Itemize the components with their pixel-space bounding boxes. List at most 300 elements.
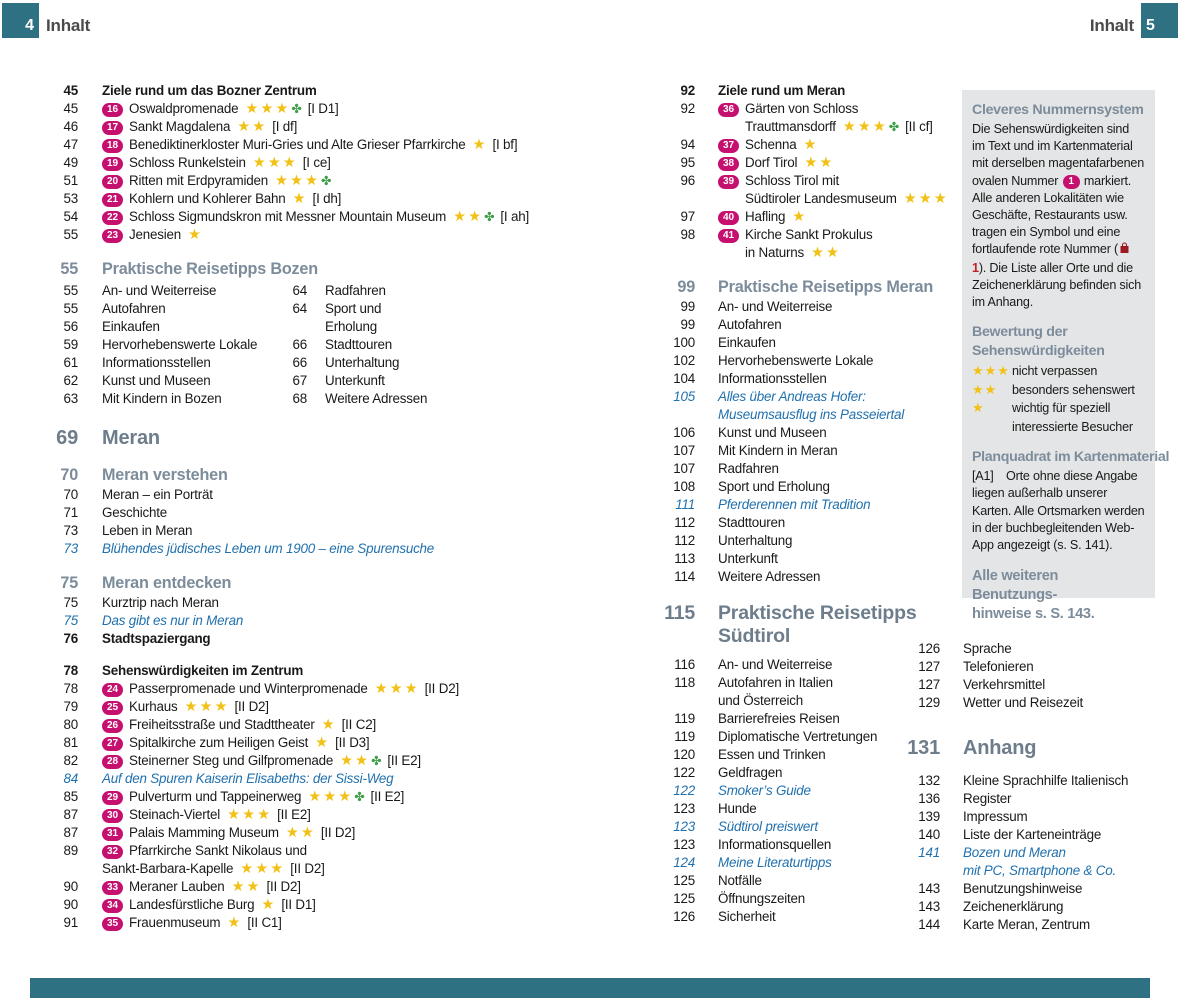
entry-body (102, 522, 192, 540)
sight-number-badge: 27 (102, 737, 123, 751)
page-number: 66 (292, 355, 307, 370)
toc-chapter-heading (30, 424, 640, 452)
entry-title: Pulverturm und Tappeinerweg (129, 789, 302, 804)
entry-body (963, 862, 1116, 880)
star-rating: ★ (803, 137, 819, 153)
entry-body (718, 692, 803, 710)
entry-body (963, 734, 1036, 762)
map-grid-ref: [I dh] (312, 191, 342, 206)
entry-title: Kirche Sankt Prokulus (745, 227, 873, 242)
entry-title: Einkaufen (718, 335, 776, 350)
map-grid-ref: [II D2] (320, 825, 356, 840)
page-number: 64 (292, 283, 307, 298)
entry-body (102, 390, 222, 408)
page-number: 143 (918, 899, 940, 914)
page-number: 49 (63, 155, 78, 170)
page-number: 131 (907, 737, 940, 759)
entry-body (718, 298, 832, 316)
toc-entry (640, 244, 940, 262)
entry-body (963, 694, 1083, 712)
toc-entry (30, 860, 640, 878)
entry-title: Zeichenerklärung (963, 899, 1064, 914)
entry-title: Sport und Erholung (718, 479, 830, 494)
info-box-spacer (972, 436, 1145, 449)
entry-title: Sicherheit (718, 909, 776, 924)
star-rating: ★★★ (308, 789, 354, 805)
entry-title: Leben in Meran (102, 523, 193, 538)
page-number: 67 (292, 373, 307, 388)
entry-title: Südtirol (718, 625, 791, 647)
sight-number-badge: 26 (102, 719, 123, 733)
page-number: 99 (680, 317, 695, 332)
page-number: 118 (674, 675, 695, 690)
entry-body (102, 896, 316, 914)
star-rating: ★★ (811, 245, 842, 261)
entry-body (102, 788, 404, 806)
entry-body (325, 372, 385, 390)
entry-title: Anhang (963, 737, 1037, 759)
entry-title: Jenesien (129, 227, 182, 242)
toc-entry (640, 136, 940, 154)
page-number: 46 (63, 119, 78, 134)
entry-title: Sprache (963, 641, 1012, 656)
entry-body (102, 612, 243, 630)
toc-entry (640, 82, 940, 100)
entry-body (718, 800, 756, 818)
entry-body (718, 854, 832, 872)
header-title-left: Inhalt (46, 16, 91, 35)
entry-title: Meine Literaturtipps (718, 855, 832, 870)
star-rating: ★ (972, 400, 985, 416)
toc-entry (880, 790, 1170, 808)
page-number: 119 (674, 711, 695, 726)
entry-title: Unterkunft (718, 551, 778, 566)
map-grid-ref: [II E2] (387, 753, 421, 768)
entry-title: Geschichte (102, 505, 167, 520)
entry-body (102, 424, 160, 452)
toc-entry (640, 424, 940, 442)
entry-body (102, 630, 210, 648)
entry-title: Benediktinerkloster Muri-Gries und Alte Grieser Pfarrkirche (129, 137, 466, 152)
star-rating: ★★★ (245, 101, 291, 117)
entry-title: Barrierefreies Reisen (718, 711, 840, 726)
page-number: 56 (63, 319, 78, 334)
rating-legend-row (972, 399, 1145, 436)
star-rating: ★ (792, 209, 808, 225)
entry-title: Ziele rund um das Bozner Zentrum (102, 83, 317, 98)
entry-title: Bozen und Meran (963, 845, 1066, 860)
entry-title: Kunst und Museen (718, 425, 827, 440)
page-number: 70 (63, 487, 78, 502)
star-rating: ★ (292, 191, 308, 207)
shopping-bag-icon (1119, 242, 1130, 259)
toc-chapter-heading (880, 734, 1170, 762)
page-number: 92 (680, 101, 695, 116)
entry-title: Liste der Karteneinträge (963, 827, 1102, 842)
footer-bar (30, 978, 1150, 998)
rating-legend-row (972, 381, 1145, 400)
map-grid-ref: [I bf] (492, 137, 518, 152)
entry-body (102, 486, 213, 504)
toc-entry (30, 118, 640, 136)
toc-entry (640, 154, 940, 172)
page-number: 127 (918, 677, 940, 692)
entry-title: und Österreich (718, 693, 804, 708)
page-number: 73 (63, 523, 78, 538)
entry-body (718, 424, 826, 442)
info-box-spacer (972, 311, 1145, 324)
page-number: 78 (63, 663, 78, 678)
star-rating: ★★ (285, 825, 316, 841)
entry-body (718, 118, 933, 136)
sight-number-badge: 35 (102, 917, 123, 931)
header-title-right: Inhalt (1089, 16, 1134, 35)
entry-body (963, 898, 1063, 916)
entry-body (325, 300, 381, 318)
map-grid-ref: [II D2] (234, 699, 269, 714)
map-grid-ref: [II D2] (290, 861, 325, 876)
toc-entry (30, 842, 640, 860)
page-number: 75 (60, 574, 78, 592)
green-oasis-icon: ✤ (484, 210, 495, 224)
entry-body (718, 890, 805, 908)
entry-body (718, 276, 933, 298)
entry-title: Passerpromenade und Winterpromenade (129, 681, 368, 696)
page-number: 102 (673, 353, 695, 368)
entry-title: Sehenswürdigkeiten im Zentrum (102, 663, 304, 678)
sight-number-badge: 21 (102, 193, 123, 207)
star-rating: ★★★ (903, 191, 949, 207)
page-number: 95 (680, 155, 695, 170)
page-number: 112 (674, 533, 695, 548)
entry-title: Ritten mit Erdpyramiden (129, 173, 269, 188)
toc-entry (880, 640, 1170, 658)
page-number: 112 (674, 515, 695, 530)
info-box-text: [A1] Orte ohne diese Angabe liegen außerhalb unserer Karten. Alle Ortsmarken werden in der buchbegleitenden Web-App angezeigt (s. S. 141). (972, 469, 1145, 553)
page-number: 115 (664, 602, 695, 624)
info-box-heading: Planquadrat im Kartenmaterial (972, 449, 1170, 466)
sight-number-badge: 24 (102, 683, 123, 697)
entry-title: Meran verstehen (102, 466, 228, 484)
toc-subcolumn-left (30, 282, 262, 408)
entry-body (718, 836, 831, 854)
star-rating: ★ (227, 915, 243, 931)
sight-number-badge: 20 (102, 175, 123, 189)
entry-body (102, 190, 341, 208)
entry-title: Meran entdecken (102, 574, 232, 592)
rating-legend-text (1012, 399, 1133, 436)
entry-body (102, 914, 282, 932)
sight-number-badge: 28 (102, 755, 123, 769)
entry-body (325, 390, 427, 408)
sight-number-badge: 37 (718, 139, 739, 153)
entry-title: Weitere Adressen (718, 569, 821, 584)
toc-section-heading (30, 464, 640, 486)
entry-body (718, 316, 782, 334)
entry-body (718, 172, 839, 190)
entry-title: Mit Kindern in Meran (718, 443, 838, 458)
sight-number-badge: 1 (1063, 175, 1080, 189)
entry-title: Praktische Reisetipps (718, 602, 917, 624)
toc-entry (640, 118, 940, 136)
entry-title: Stadttouren (325, 337, 393, 352)
sight-number-badge: 30 (102, 809, 123, 823)
toc-entry (262, 282, 640, 300)
toc-entry (262, 318, 640, 336)
toc-entry (640, 550, 940, 568)
entry-body (718, 154, 834, 172)
entry-body (102, 258, 318, 280)
toc-entry (880, 916, 1170, 934)
toc-entry (262, 372, 640, 390)
entry-title: Radfahren (325, 283, 386, 298)
page-number: 97 (680, 209, 695, 224)
entry-title: Geldfragen (718, 765, 783, 780)
entry-title: Kohlern und Kohlerer Bahn (129, 191, 286, 206)
page-number: 107 (673, 461, 695, 476)
entry-body (718, 532, 792, 550)
entry-title: Wetter und Reisezeit (963, 695, 1084, 710)
toc-entry (640, 334, 940, 352)
toc-entry (30, 698, 640, 716)
entry-title: Impressum (963, 809, 1028, 824)
entry-title: Freiheitsstraße und Stadttheater (129, 717, 315, 732)
page-number: 99 (677, 278, 695, 296)
entry-body (963, 880, 1082, 898)
entry-title: Palais Mamming Museum (129, 825, 279, 840)
entry-title: Museumsausflug ins Passeiertal (718, 407, 905, 422)
star-rating: ★★★ (184, 699, 230, 715)
entry-title: in Naturns (745, 245, 805, 260)
info-box-note: hinweise s. S. 143. (972, 606, 1095, 623)
toc-two-column-block (30, 282, 640, 408)
entry-title: Steinach-Viertel (129, 807, 221, 822)
entry-body (102, 698, 269, 716)
entry-body (718, 568, 820, 586)
toc-entry (30, 540, 640, 558)
page-number: 81 (63, 735, 78, 750)
entry-title: Schenna (745, 137, 797, 152)
entry-body (963, 844, 1066, 862)
entry-body (718, 208, 807, 226)
entry-title: Benutzungshinweise (963, 881, 1083, 896)
entry-body (102, 752, 421, 770)
entry-title: Sport und (325, 301, 382, 316)
toc-entry (30, 390, 262, 408)
page-number: 87 (63, 807, 78, 822)
entry-title: Diplomatische Vertretungen (718, 729, 878, 744)
toc-entry (30, 680, 640, 698)
page-number: 45 (63, 101, 78, 116)
toc-entry (640, 208, 940, 226)
page-number: 75 (63, 613, 78, 628)
entry-body (718, 100, 858, 118)
page-number: 107 (673, 443, 695, 458)
entry-body (718, 782, 811, 800)
toc-entry (30, 226, 640, 244)
star-rating: ★★★ (227, 807, 273, 823)
star-rating: ★ (315, 735, 331, 751)
toc-entry (30, 878, 640, 896)
map-grid-ref: [I ce] (302, 155, 331, 170)
entry-title: An- und Weiterreise (102, 283, 217, 298)
entry-title: Landesfürstliche Burg (129, 897, 255, 912)
star-rating: ★★ (237, 119, 268, 135)
toc-entry (30, 662, 640, 680)
entry-body (718, 550, 778, 568)
page-number: 89 (63, 843, 78, 858)
page-number: 123 (673, 819, 695, 834)
toc-entry (640, 352, 940, 370)
green-oasis-icon: ✤ (354, 790, 365, 804)
info-box-heading: Cleveres Nummernsystem (972, 102, 1144, 118)
page-number: 80 (63, 717, 78, 732)
page-number: 68 (292, 391, 307, 406)
entry-title: Blühendes jüdisches Leben um 1900 – eine Spurensuche (102, 541, 435, 556)
entry-title: Unterkunft (325, 373, 385, 388)
page-number: 55 (63, 227, 78, 242)
entry-body (102, 680, 459, 698)
entry-title: Pfarrkirche Sankt Nikolaus und (129, 843, 307, 858)
page-number: 79 (63, 699, 78, 714)
page-number: 84 (63, 771, 78, 786)
toc-entry (640, 460, 940, 478)
entry-title: Unterhaltung (718, 533, 793, 548)
entry-body (102, 504, 167, 522)
entry-title: Pferderennen mit Tradition (718, 497, 871, 512)
entry-body (325, 354, 399, 372)
toc-entry (30, 788, 640, 806)
page-number: 55 (63, 301, 78, 316)
entry-title: Südtiroler Landesmuseum (745, 191, 897, 206)
entry-body (963, 658, 1034, 676)
star-rating: ★★ (804, 155, 835, 171)
entry-body (718, 656, 832, 674)
toc-entry (262, 354, 640, 372)
entry-body (102, 842, 307, 860)
star-rating: ★★★ (972, 363, 1010, 379)
entry-body (718, 746, 826, 764)
entry-title: Hervorhebenswerte Lokale (718, 353, 874, 368)
entry-title: Schloss Sigmundskron mit Messner Mountain Museum (129, 209, 447, 224)
toc-entry (880, 880, 1170, 898)
rating-legend-row (972, 362, 1145, 381)
entry-title: Das gibt es nur in Meran (102, 613, 244, 628)
page-number: 120 (673, 747, 695, 762)
page-number: 76 (63, 631, 78, 646)
page-number: 45 (63, 83, 78, 98)
entry-body (963, 676, 1045, 694)
info-box-note: Alle weiteren Benutzungs- (972, 568, 1059, 604)
page-number: 73 (63, 541, 78, 556)
entry-title: Gärten von Schloss (745, 101, 859, 116)
sight-number-badge: 19 (102, 157, 123, 171)
toc-section-heading (30, 258, 640, 280)
page-number: 119 (674, 729, 695, 744)
entry-body (102, 540, 434, 558)
sight-number-badge: 39 (718, 175, 739, 189)
entry-body (718, 674, 833, 692)
page-number: 78 (63, 681, 78, 696)
page-number: 55 (63, 283, 78, 298)
entry-title: Hafling (745, 209, 786, 224)
map-grid-ref: [II D2] (424, 681, 459, 696)
entry-body (102, 594, 219, 612)
map-grid-ref: [II D1] (281, 897, 316, 912)
page-number: 91 (63, 915, 78, 930)
entry-body (102, 172, 332, 190)
star-rating: ★ (472, 137, 488, 153)
toc-entry (30, 522, 640, 540)
map-grid-ref: [II E2] (370, 789, 405, 804)
page-number: 123 (673, 801, 695, 816)
sight-number-badge: 25 (102, 701, 123, 715)
entry-title: Kurhaus (129, 699, 178, 714)
entry-body (102, 100, 339, 118)
entry-title: Meran – ein Porträt (102, 487, 213, 502)
map-grid-ref: [II C1] (247, 915, 282, 930)
info-box-heading: Bewertung der (972, 324, 1068, 341)
star-rating: ★★★ (252, 155, 298, 171)
page-number: 71 (63, 505, 78, 520)
sight-number-badge: 16 (102, 103, 123, 117)
page-number: 63 (63, 391, 78, 406)
entry-body (718, 442, 838, 460)
entry-title: Praktische Reisetipps Bozen (102, 260, 318, 278)
toc-entry (30, 336, 262, 354)
page-number: 125 (673, 891, 695, 906)
entry-body (963, 826, 1101, 844)
entry-body (102, 136, 517, 154)
entry-title: Stadttouren (718, 515, 786, 530)
toc-entry (30, 136, 640, 154)
entry-title: Oswaldpromenade (129, 101, 239, 116)
map-grid-ref: [I df] (272, 119, 298, 134)
entry-body (718, 388, 866, 406)
page-number: 114 (674, 569, 695, 584)
entry-title: Spitalkirche zum Heiligen Geist (129, 735, 309, 750)
page-number: 47 (63, 137, 78, 152)
toc-entry (30, 82, 640, 100)
entry-body (718, 818, 818, 836)
page-number: 126 (918, 641, 940, 656)
entry-body (102, 716, 376, 734)
toc-entry (640, 514, 940, 532)
entry-title: Schloss Runkelstein (129, 155, 246, 170)
entry-title: Informationsstellen (102, 355, 211, 370)
entry-title: Radfahren (718, 461, 779, 476)
entry-body (102, 300, 166, 318)
entry-body (963, 808, 1027, 826)
toc-section-heading (30, 572, 640, 594)
page-number: 132 (918, 773, 940, 788)
entry-title: Weitere Adressen (325, 391, 428, 406)
entry-title: Kunst und Museen (102, 373, 211, 388)
entry-title: Karte Meran, Zentrum (963, 917, 1090, 932)
toc-section-heading (640, 276, 940, 298)
toc-entry (640, 496, 940, 514)
sight-number-badge: 33 (102, 881, 123, 895)
entry-title: Autofahren in Italien (718, 675, 833, 690)
entry-body (102, 82, 317, 100)
toc-entry (880, 808, 1170, 826)
map-grid-ref: [II cf] (905, 119, 933, 134)
entry-title: Hunde (718, 801, 757, 816)
entry-body (102, 154, 331, 172)
sight-number-badge: 31 (102, 827, 123, 841)
toc-entry (880, 676, 1170, 694)
entry-body (718, 334, 776, 352)
